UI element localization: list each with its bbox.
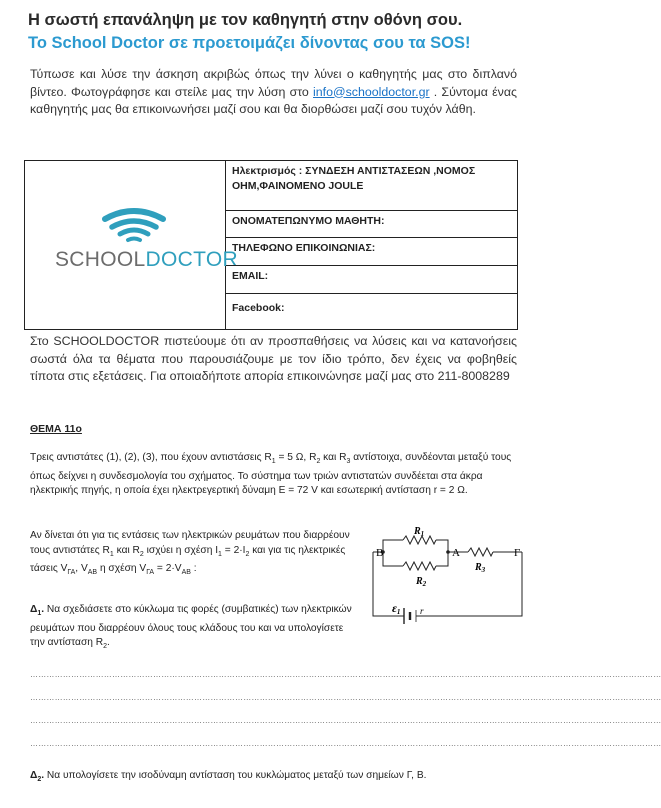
r3-label: $R_3$ [475, 562, 486, 574]
resistor-r3 [468, 548, 493, 556]
question-d2: $\Delta_2$. Να υπολογίσετε την ισοδύναμη αντίσταση του κυκλώματος μεταξύ των σημείων Γ, Β. [30, 770, 427, 784]
logo-wordmark [55, 248, 238, 272]
wifi-logo-icon [25, 161, 225, 251]
answer-line[interactable]: …………………………………………………………………………………………………………………………………………………………………………………………………………… [30, 739, 661, 748]
circuit-wire-left [373, 552, 404, 616]
answer-line[interactable]: …………………………………………………………………………………………………………………………………………………………………………………………………………… [30, 670, 661, 679]
source-label: ε1 [392, 601, 401, 616]
exercise-title: ΘΕΜΑ 11ο [30, 423, 82, 435]
info-fields [226, 161, 517, 329]
exercise-paragraph-2: Αν δίνεται ότι για τις εντάσεις των ηλεκτρικών ρευμάτων που διαρρέουν τους αντιστάτες $R_1$ και $R_2$ ισχύει η σχέση $I_1 = 2\cdot I_2$ και για τις ηλεκτρικές τάσεις $V_{\Gamma A}$, $V_{AB}$ η σχέση $V_{\Gamma A} = 2\cdot V_{AB}$ : [30, 530, 350, 577]
node-b-label: Β [376, 547, 384, 559]
logo-cell [25, 161, 238, 329]
promo-paragraph: Στο SCHOOLDOCTOR πιστεύουμε ότι αν προσπαθήσεις να λύσεις και να κατανοήσεις σωστά όλα τα θέματα που παρουσιάζουμε με τον ίδιο τρόπο, δεν έχεις να φοβηθείς τίποτα στις εξετάσεις. Για οποιαδήποτε απορία επικοινώνησε μαζί μας στο 211-8008289 [30, 334, 517, 383]
phone-field[interactable]: ΤΗΛΕΦΩΝΟ ΕΠΙΚΟΙΝΩΝΙΑΣ: [226, 238, 517, 266]
node-a-dot [446, 550, 450, 554]
internal-r-label: r [420, 606, 424, 616]
header-subtitle: Το School Doctor σε προετοιμάζει δίνοντας σου τα SOS! [28, 34, 471, 52]
r2-label: $R_2$ [416, 576, 427, 588]
topic-field: Ηλεκτρισμός : ΣΥΝΔΕΣΗ ΑΝΤΙΣΤΑΣΕΩΝ ,ΝΟΜΟΣ ΟΗΜ,ΦΑΙΝΟΜΕΝΟ JOULE [226, 161, 517, 211]
answer-line[interactable]: …………………………………………………………………………………………………………………………………………………………………………………………………………… [30, 716, 661, 725]
exercise-paragraph-1: Τρεις αντιστάτες (1), (2), (3), που έχουν αντιστάσεις $R_1 = 5$ Ω, $R_2$ και $R_3$ αντίστοιχα, συνδέονται μεταξύ τους όπως δείχνει η συνδεσμολογία του σχήματος. Το σύστημα των τριών αντιστατών συνδέεται στα άκρα ηλεκτρικής πηγής, η οποία έχει ηλεκτρεγερτική δύναμη Ε = 72 V και εσωτερική αντίσταση r = 2 Ω. [30, 452, 512, 497]
logo-part-school: SCHOOL [55, 248, 146, 271]
resistor-r1 [403, 536, 436, 544]
email-field[interactable]: EMAIL: [226, 266, 517, 294]
node-g-label: Γ [514, 547, 521, 559]
header-title: Η σωστή επανάληψη με τον καθηγητή στην οθόνη σου. [28, 11, 463, 29]
student-name-field[interactable]: ΟΝΟΜΑΤΕΠΩΝΥΜΟ ΜΑΘΗΤΗ: [226, 211, 517, 238]
node-a-label: Α [452, 547, 460, 559]
circuit-diagram [368, 522, 528, 628]
logo-part-doctor: DOCTOR [145, 248, 238, 271]
intro-text-1: Τύπωσε και λύσε την άσκηση ακριβώς όπως την λύνει ο καθηγητής μας στο διπλανό βίντεο. Φωτογράφησε και στείλε μας την λύση στο [30, 67, 517, 99]
question-d1: $\Delta_1$. Να σχεδιάσετε στο κύκλωμα τις φορές (συμβατικές) των ηλεκτρικών ρευμάτων που διαρρέουν όλους τους κλάδους του και να υπολογίσετε την αντίσταση $R_2$. [30, 604, 352, 651]
resistor-r2 [403, 562, 436, 570]
email-link[interactable]: info@schooldoctor.gr [313, 84, 430, 99]
circuit-wire-right [416, 552, 522, 616]
r1-label: $R_1$ [414, 526, 425, 538]
answer-line[interactable]: …………………………………………………………………………………………………………………………………………………………………………………………………………… [30, 693, 661, 702]
intro-paragraph [30, 66, 517, 119]
intro-text-2: . Σύντομα ένας καθηγητής μας θα επικοινωνήσει μαζί σου και θα διορθώσει μαζί σου τυχόν λάθη. [30, 84, 517, 116]
facebook-field[interactable]: Facebook: [232, 302, 285, 314]
student-info-box [24, 160, 518, 330]
